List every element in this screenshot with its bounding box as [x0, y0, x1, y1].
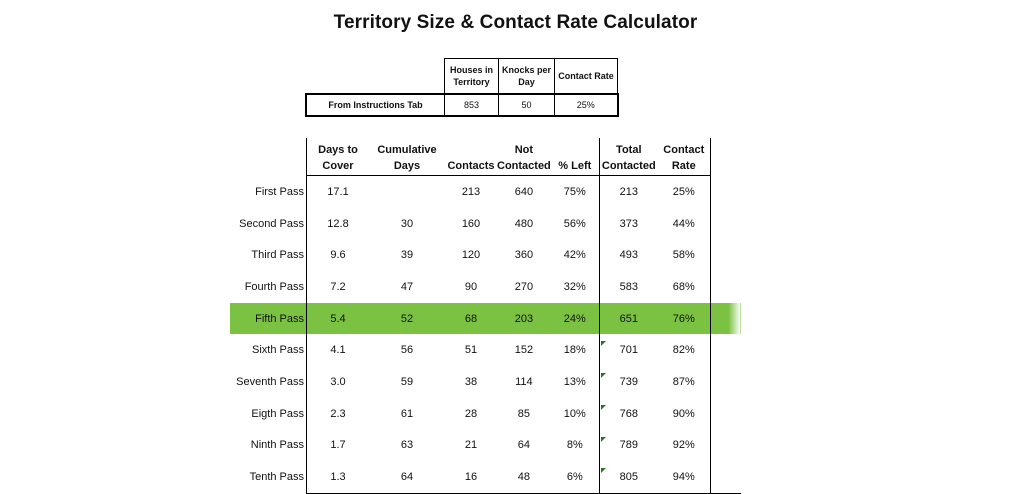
row-spacer — [710, 430, 741, 462]
cell-cumulative-days[interactable]: 56 — [400, 344, 414, 357]
cell-days-to-cover[interactable]: 2.3 — [307, 398, 370, 430]
cell-cumulative-days[interactable]: 64 — [369, 461, 445, 493]
cell-days-to-cover[interactable]: 7.2 — [307, 271, 370, 303]
cell-cumulative-days[interactable] — [369, 176, 445, 208]
row-label: Third Pass — [251, 249, 304, 262]
table-row — [230, 430, 741, 462]
cell-not-contacted[interactable]: 85 — [517, 407, 531, 420]
row-spacer — [710, 461, 741, 493]
cell-contact-rate[interactable]: 58% — [658, 239, 711, 271]
header-total-contacted: Total Contacted — [599, 138, 658, 176]
row-spacer — [710, 208, 741, 240]
inputs-header-contact-rate-line: Contact Rate — [558, 71, 614, 81]
results-table — [230, 138, 741, 494]
cell-contact-rate[interactable]: 44% — [658, 208, 711, 240]
cell-contact-rate[interactable]: 25% — [658, 176, 711, 208]
cell-contact-rate[interactable]: 92% — [658, 430, 711, 462]
cell-days-to-cover[interactable]: 4.1 — [307, 334, 370, 366]
row-label: Fourth Pass — [244, 280, 304, 293]
table-row — [230, 239, 741, 271]
table-row — [230, 334, 741, 366]
cell-not-contacted[interactable]: 480 — [514, 217, 534, 230]
cell-not-contacted[interactable]: 114 — [515, 375, 533, 388]
inputs-table — [305, 58, 619, 117]
cell-cumulative-days[interactable]: 52 — [369, 303, 445, 335]
row-spacer — [710, 271, 741, 303]
header-not-contacted: Not Contacted — [497, 138, 551, 176]
table-row — [230, 366, 741, 398]
table-row — [230, 461, 741, 493]
cell-not-contacted[interactable]: 48 — [497, 461, 551, 493]
cell-total-contacted[interactable]: 583 — [599, 271, 658, 303]
cell-pct-left[interactable]: 8% — [566, 439, 583, 452]
cell-pct-left[interactable]: 32% — [563, 280, 586, 293]
cell-total-contacted[interactable]: 373 — [599, 208, 658, 240]
cell-contacts[interactable]: 21 — [464, 439, 478, 452]
row-spacer — [710, 334, 741, 366]
cell-contacts[interactable]: 90 — [464, 280, 478, 293]
cell-pct-left[interactable]: 10% — [563, 407, 586, 420]
cell-pct-left[interactable]: 24% — [551, 303, 600, 335]
inputs-header-houses — [445, 59, 499, 95]
cell-pct-left[interactable]: 13% — [563, 375, 586, 388]
row-spacer — [710, 366, 741, 398]
page-title: Territory Size & Contact Rate Calculator — [333, 12, 698, 33]
cell-contacts[interactable]: 51 — [464, 344, 478, 357]
row-label: Ninth Pass — [250, 439, 304, 452]
inputs-row-label: From Instructions Tab — [306, 94, 445, 116]
cell-contacts[interactable]: 120 — [461, 249, 481, 262]
row-label: Sixth Pass — [252, 344, 304, 357]
cell-pct-left[interactable]: 42% — [563, 249, 586, 262]
cell-cumulative-days[interactable]: 59 — [400, 375, 414, 388]
cell-not-contacted[interactable]: 152 — [514, 344, 534, 357]
cell-contacts[interactable]: 213 — [461, 185, 481, 198]
cell-cumulative-days[interactable]: 47 — [400, 280, 414, 293]
cell-total-contacted[interactable]: 789 — [599, 430, 658, 462]
cell-not-contacted[interactable]: 270 — [514, 280, 534, 293]
cell-contacts[interactable]: 160 — [461, 217, 481, 230]
cell-days-to-cover[interactable]: 9.6 — [307, 239, 370, 271]
cell-contacts[interactable]: 28 — [464, 407, 478, 420]
cell-not-contacted[interactable]: 203 — [497, 303, 551, 335]
cell-total-contacted[interactable]: 213 — [599, 176, 658, 208]
header-contact-rate: Contact Rate — [658, 138, 711, 176]
cell-cumulative-days[interactable]: 30 — [400, 217, 414, 230]
header-spacer — [710, 138, 741, 176]
inputs-header-houses-line: Houses in — [449, 65, 493, 75]
inputs-corner — [306, 59, 445, 95]
row-spacer — [710, 176, 741, 208]
header-pct-left: % Left — [551, 138, 600, 176]
row-spacer — [710, 303, 741, 335]
inputs-header-houses-line: Territory — [453, 77, 490, 87]
cell-contact-rate[interactable]: 82% — [658, 334, 711, 366]
inputs-header-knocks-line: Knocks per — [501, 65, 552, 75]
cell-days-to-cover[interactable]: 17.1 — [307, 176, 370, 208]
cell-contact-rate[interactable]: 76% — [658, 303, 711, 335]
table-row — [230, 303, 741, 335]
row-label: Second Pass — [239, 217, 304, 230]
cell-cumulative-days[interactable]: 63 — [400, 439, 414, 452]
row-label: Tenth Pass — [249, 471, 304, 484]
cell-contact-rate[interactable]: 87% — [658, 366, 711, 398]
row-spacer — [710, 239, 741, 271]
inputs-value-houses[interactable]: 853 — [445, 94, 499, 116]
table-row — [230, 208, 741, 240]
cell-total-contacted[interactable]: 701 — [599, 334, 658, 366]
row-label: Seventh Pass — [236, 375, 304, 388]
cell-days-to-cover[interactable]: 12.8 — [307, 208, 370, 240]
table-row — [230, 271, 741, 303]
cell-cumulative-days[interactable]: 39 — [400, 249, 414, 262]
header-cumulative-days: Cumulative Days — [369, 138, 445, 176]
row-label: Eigth Pass — [251, 407, 304, 420]
cell-not-contacted[interactable]: 64 — [517, 439, 531, 452]
cell-contact-rate[interactable]: 94% — [658, 461, 711, 493]
cell-not-contacted[interactable]: 360 — [514, 249, 534, 262]
row-label: Fifth Pass — [230, 303, 307, 335]
row-spacer — [710, 398, 741, 430]
cell-total-contacted[interactable]: 651 — [599, 303, 658, 335]
inputs-header-contact-rate — [555, 59, 618, 95]
header-contacts: Contacts — [445, 138, 497, 176]
inputs-value-contact-rate[interactable]: 25% — [555, 94, 618, 116]
cell-days-to-cover[interactable]: 1.7 — [307, 430, 370, 462]
cell-contact-rate[interactable]: 68% — [658, 271, 711, 303]
cell-cumulative-days[interactable]: 61 — [400, 407, 414, 420]
cell-contact-rate[interactable]: 90% — [658, 398, 711, 430]
cell-total-contacted[interactable]: 805 — [599, 461, 658, 493]
cell-total-contacted[interactable]: 739 — [599, 366, 658, 398]
cell-pct-left[interactable]: 56% — [563, 217, 586, 230]
table-row — [230, 176, 741, 208]
header-days-to-cover: Days to Cover — [307, 138, 370, 176]
table-row — [230, 398, 741, 430]
cell-days-to-cover[interactable]: 5.4 — [307, 303, 370, 335]
cell-contacts[interactable]: 38 — [464, 375, 478, 388]
cell-not-contacted[interactable]: 640 — [514, 185, 534, 198]
cell-pct-left[interactable]: 18% — [563, 344, 586, 357]
cell-total-contacted[interactable]: 493 — [599, 239, 658, 271]
cell-days-to-cover[interactable]: 1.3 — [307, 461, 370, 493]
cell-total-contacted[interactable]: 768 — [599, 398, 658, 430]
cell-contacts[interactable]: 16 — [445, 461, 497, 493]
cell-days-to-cover[interactable]: 3.0 — [307, 366, 370, 398]
inputs-header-knocks-line: Day — [518, 77, 535, 87]
cell-contacts[interactable]: 68 — [445, 303, 497, 335]
cell-pct-left[interactable]: 6% — [551, 461, 600, 493]
cell-pct-left[interactable]: 75% — [563, 185, 586, 198]
inputs-value-knocks[interactable]: 50 — [499, 94, 555, 116]
row-label: First Pass — [255, 185, 304, 198]
inputs-header-knocks — [499, 59, 555, 95]
results-corner — [230, 138, 307, 176]
